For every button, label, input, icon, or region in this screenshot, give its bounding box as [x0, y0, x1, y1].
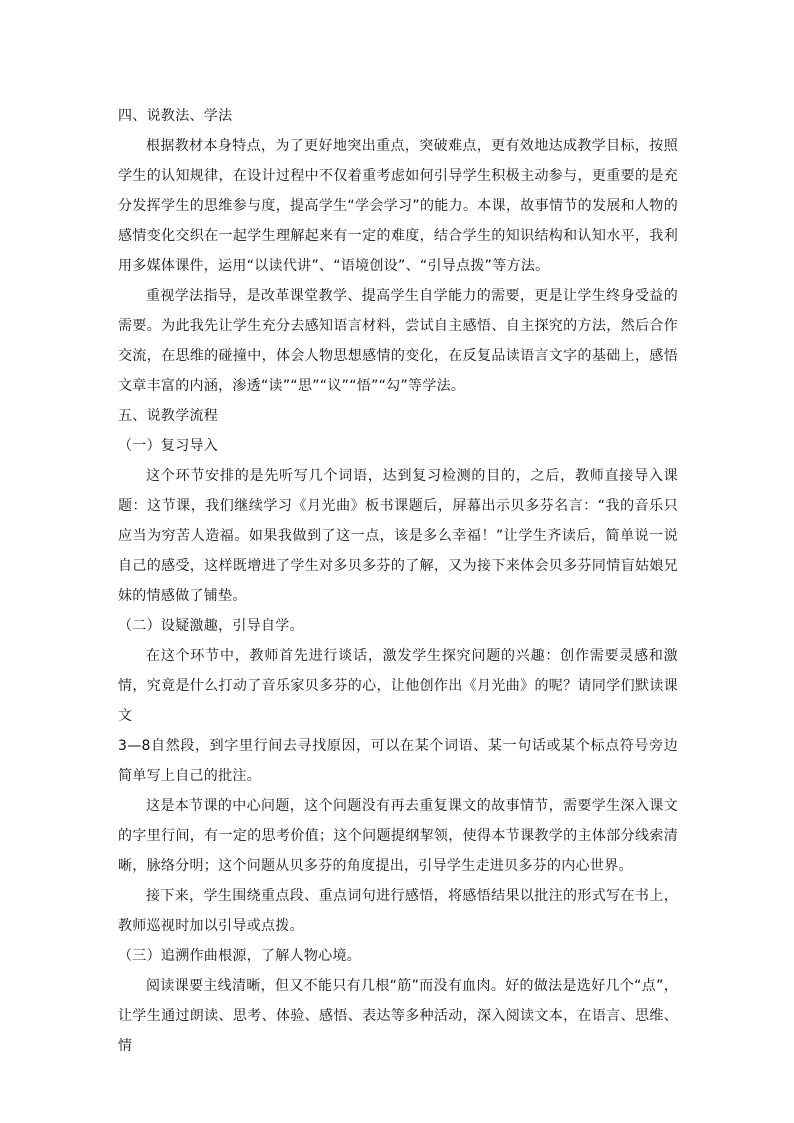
subsection1-paragraph-1: 这个环节安排的是先听写几个词语，达到复习检测的目的，之后，教师直接导入课题：这节课，我们继续学习《月光曲》板书课题后，屏幕出示贝多芬名言：“我的音乐只应当为穷苦人造福。如果我做到了这一点，该是多么幸福！”让学生齐读后，简单说一说自己的感受，这样既增进了学生对多贝多芬的了解，又为接下来体会贝多芬同情盲姑娘兄妹的情感做了铺垫。: [118, 468, 678, 604]
subsection2-paragraph-2: 这是本节课的中心问题，这个问题没有再去重复课文的故事情节，需要学生深入课文的字里行间，有一定的思考价值；这个问题提纲挈领，使得本节课教学的主体部分线索清晰，脉络分明；这个问题从贝多芬的角度提出，引导学生走进贝多芬的内心世界。: [118, 798, 678, 874]
subsection2-paragraph-3: 接下来，学生围绕重点段、重点词句进行感悟，将感悟结果以批注的形式写在书上，教师巡视时加以引导或点拨。: [118, 888, 678, 934]
subsection2-paragraph-1-line1: 在这个环节中，教师首先进行谈话，激发学生探究问题的兴趣：创作需要灵感和激情，究竟是什么打动了音乐家贝多芬的心，让他创作出《月光曲》的呢？请同学们默读课文: [118, 648, 678, 724]
subsection2-paragraph-1-line2: 3—8自然段，到字里行间去寻找原因，可以在某个词语、某一句话或某个标点符号旁边简单写上自己的批注。: [118, 738, 678, 784]
subsection1-heading: （一）复习导入: [118, 438, 219, 454]
section5-heading: 五、说教学流程: [118, 408, 219, 424]
section4-heading: 四、说教法、学法: [118, 108, 233, 124]
document-body: [118, 101, 678, 1061]
subsection3-heading: （三）追溯作曲根源，了解人物心境。: [118, 948, 362, 964]
subsection3-paragraph-1: 阅读课要主线清晰，但又不能只有几根“筋”而没有血肉。好的做法是选好几个“点”，让学生通过朗读、思考、体验、感悟、表达等多种活动，深入阅读文本，在语言、思维、情: [118, 978, 678, 1054]
section4-paragraph-2: 重视学法指导，是改革课堂教学、提高学生自学能力的需要，更是让学生终身受益的需要。为此我先让学生充分去感知语言材料，尝试自主感悟、自主探究的方法，然后合作交流，在思维的碰撞中，体会人物思想感情的变化，在反复品读语言文字的基础上，感悟文章丰富的内涵，渗透“读”“思”“议”“悟”“勾”等学法。: [118, 288, 678, 394]
subsection2-heading: （二）设疑激趣，引导自学。: [118, 618, 304, 634]
section4-paragraph-1: 根据教材本身特点，为了更好地突出重点，突破难点，更有效地达成教学目标，按照学生的认知规律，在设计过程中不仅着重考虑如何引导学生积极主动参与，更重要的是充分发挥学生的思维参与度，提高学生“学会学习”的能力。本课，故事情节的发展和人物的感情变化交织在一起学生理解起来有一定的难度，结合学生的知识结构和认知水平，我利用多媒体课件，运用“以读代讲”、“语境创设”、“引导点拨”等方法。: [118, 138, 678, 274]
